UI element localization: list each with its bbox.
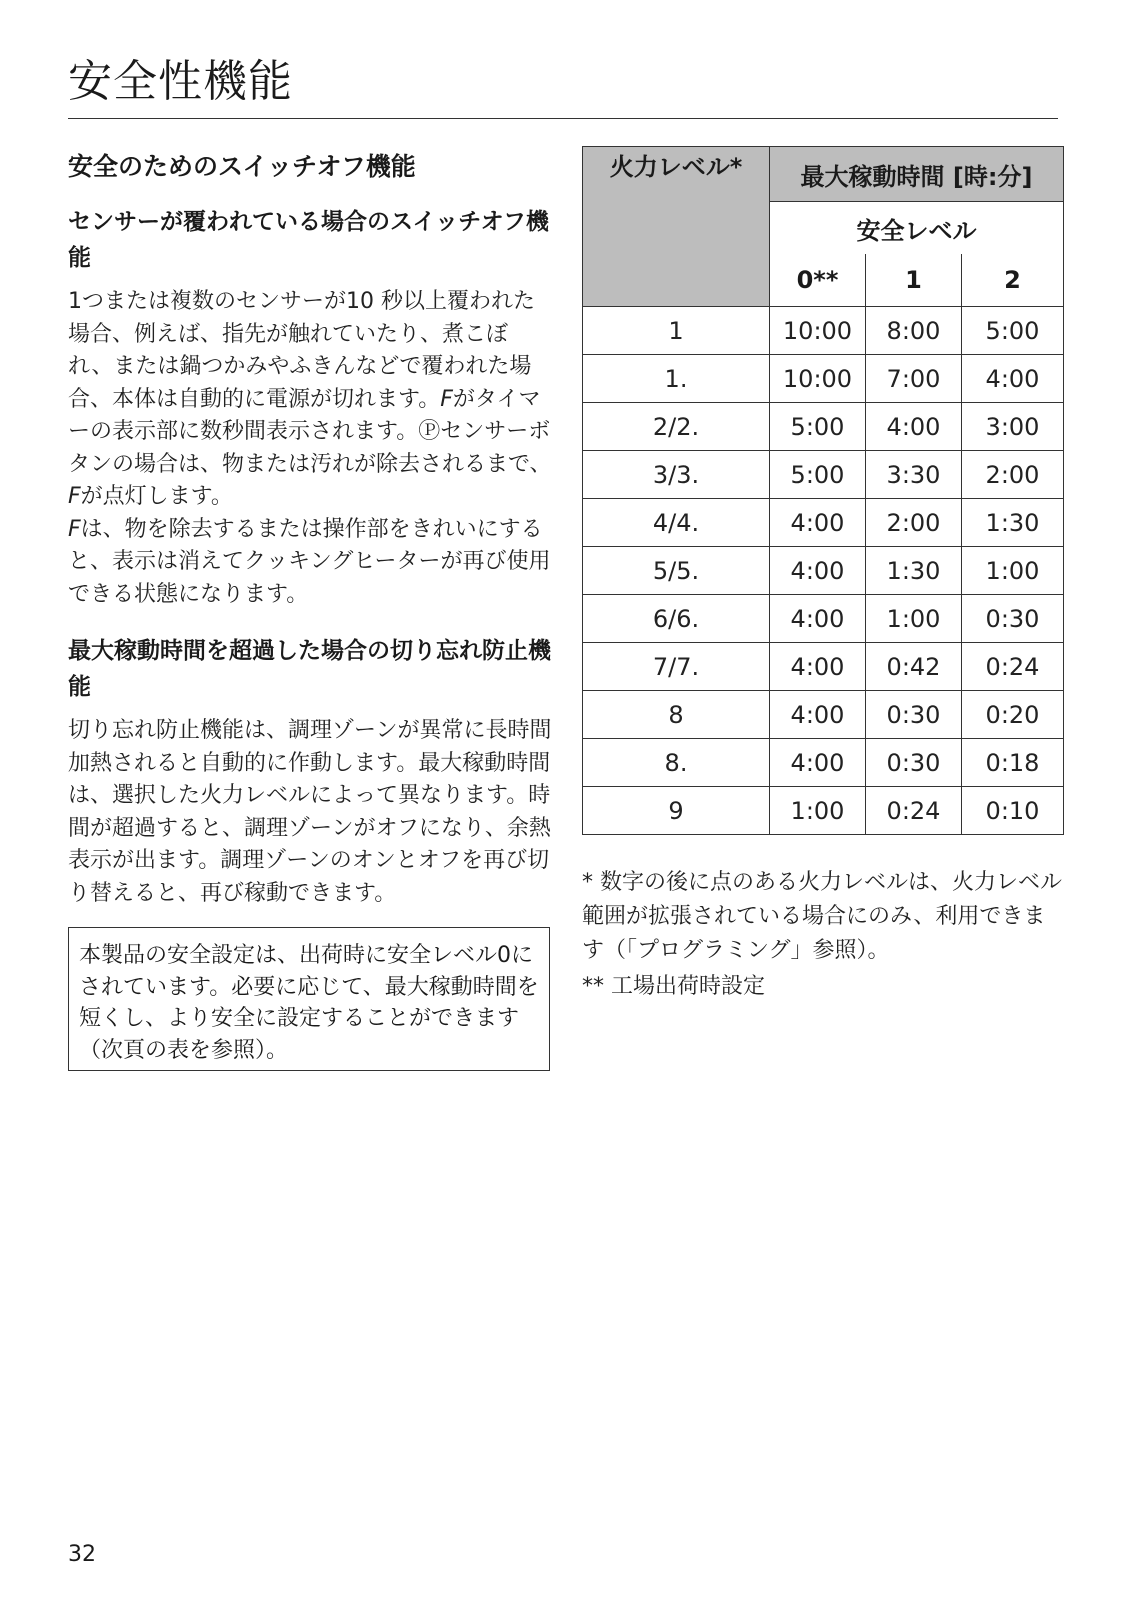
time-cell: 0:30 bbox=[866, 691, 962, 739]
time-cell: 4:00 bbox=[962, 355, 1064, 403]
time-cell: 0:24 bbox=[866, 787, 962, 835]
col-level-header: 火力レベル* bbox=[583, 147, 770, 307]
sensor-text-d: が点灯します。 bbox=[80, 484, 233, 509]
level-0-header: 0** bbox=[770, 254, 866, 307]
sensor-text-c: センサーボタンの場合は、物または汚れが除去されるまで、 bbox=[68, 419, 552, 477]
time-cell: 0:10 bbox=[962, 787, 1064, 835]
time-cell: 4:00 bbox=[770, 499, 866, 547]
time-cell: 4:00 bbox=[866, 403, 962, 451]
time-cell: 0:42 bbox=[866, 643, 962, 691]
table-row bbox=[583, 595, 1064, 643]
time-cell: 0:20 bbox=[962, 691, 1064, 739]
time-cell: 1:00 bbox=[866, 595, 962, 643]
f-symbol: F bbox=[68, 516, 81, 542]
table-row bbox=[583, 499, 1064, 547]
time-cell: 1:00 bbox=[962, 547, 1064, 595]
sensor-text-b: がタイマーの表示部に数秒間表示されます。 bbox=[68, 386, 541, 444]
level-cell: 8. bbox=[583, 739, 770, 787]
table-row bbox=[583, 739, 1064, 787]
time-cell: 0:18 bbox=[962, 739, 1064, 787]
sensor-paragraph bbox=[68, 286, 552, 514]
page-number: 32 bbox=[68, 1542, 96, 1567]
time-cell: 4:00 bbox=[770, 547, 866, 595]
power-icon: Ⓟ bbox=[418, 419, 441, 444]
time-cell: 2:00 bbox=[866, 499, 962, 547]
time-cell: 10:00 bbox=[770, 355, 866, 403]
level-cell: 9 bbox=[583, 787, 770, 835]
level-cell: 1 bbox=[583, 307, 770, 355]
level-cell: 5/5. bbox=[583, 547, 770, 595]
time-cell: 2:00 bbox=[962, 451, 1064, 499]
time-cell: 3:00 bbox=[962, 403, 1064, 451]
sensor-text-a: 1つまたは複数のセンサーが10 秒以上覆われた場合、例えば、指先が触れていたり、煮こぼれ、または鍋つかみやふきんなどで覆われた場合、本体は自動的に電源が切れます。 bbox=[68, 289, 535, 412]
table-row bbox=[583, 355, 1064, 403]
col-max-header: 最大稼動時間 [時:分] bbox=[770, 147, 1064, 202]
time-cell: 5:00 bbox=[770, 403, 866, 451]
level-cell: 1. bbox=[583, 355, 770, 403]
max-time-paragraph: 切り忘れ防止機能は、調理ゾーンが異常に長時間加熱されると自動的に作動します。最大稼動時間は、選択した火力レベルによって異なります。時間が超過すると、調理ゾーンがオフになり、余熱表示が出ます。調理ゾーンのオンとオフを再び切り替えると、再び稼動できます。 bbox=[68, 718, 552, 906]
f-symbol: F bbox=[68, 484, 81, 509]
title-divider bbox=[68, 118, 1058, 119]
time-cell: 1:30 bbox=[866, 547, 962, 595]
table-row bbox=[583, 307, 1064, 355]
level-1-header: 1 bbox=[866, 254, 962, 307]
left-column bbox=[68, 148, 552, 910]
time-cell: 4:00 bbox=[770, 739, 866, 787]
time-cell: 0:24 bbox=[962, 643, 1064, 691]
footnotes bbox=[582, 866, 1064, 1004]
time-cell: 4:00 bbox=[770, 691, 866, 739]
table-row bbox=[583, 547, 1064, 595]
footnote-1: * 数字の後に点のある火力レベルは、火力レベル範囲が拡張されている場合にのみ、利用できます（「プログラミング」参照）。 bbox=[582, 870, 1062, 963]
level-cell: 7/7. bbox=[583, 643, 770, 691]
table-row bbox=[583, 787, 1064, 835]
time-cell: 5:00 bbox=[770, 451, 866, 499]
sensor-text-e: は、物を除去するまたは操作部をきれいにすると、表示は消えてクッキングヒーターが再び使用できる状態になります。 bbox=[68, 516, 551, 607]
safety-level-header: 安全レベル bbox=[770, 202, 1064, 255]
time-cell: 7:00 bbox=[866, 355, 962, 403]
page-title: 安全性機能 bbox=[68, 56, 293, 107]
sensor-paragraph-2 bbox=[68, 514, 552, 612]
section-heading: 安全のためのスイッチオフ機能 bbox=[68, 152, 416, 181]
footnote-2: ** 工場出荷時設定 bbox=[582, 974, 765, 999]
level-cell: 6/6. bbox=[583, 595, 770, 643]
max-time-heading: 最大稼動時間を超過した場合の切り忘れ防止機能 bbox=[68, 638, 551, 700]
sensor-heading: センサーが覆われている場合のスイッチオフ機能 bbox=[68, 209, 549, 271]
note-box: 本製品の安全設定は、出荷時に安全レベル0にされています。必要に応じて、最大稼動時間を短くし、より安全に設定することができます（次頁の表を参照）。 bbox=[68, 927, 550, 1071]
level-table bbox=[582, 146, 1064, 835]
level-cell: 3/3. bbox=[583, 451, 770, 499]
time-cell: 1:30 bbox=[962, 499, 1064, 547]
time-cell: 4:00 bbox=[770, 595, 866, 643]
time-cell: 5:00 bbox=[962, 307, 1064, 355]
table-row bbox=[583, 643, 1064, 691]
level-cell: 8 bbox=[583, 691, 770, 739]
level-cell: 4/4. bbox=[583, 499, 770, 547]
time-cell: 8:00 bbox=[866, 307, 962, 355]
f-symbol: F bbox=[440, 386, 453, 412]
level-cell: 2/2. bbox=[583, 403, 770, 451]
table-body bbox=[583, 307, 1064, 835]
time-cell: 4:00 bbox=[770, 643, 866, 691]
level-2-header: 2 bbox=[962, 254, 1064, 307]
time-cell: 0:30 bbox=[866, 739, 962, 787]
table-row bbox=[583, 451, 1064, 499]
time-cell: 3:30 bbox=[866, 451, 962, 499]
table-row bbox=[583, 403, 1064, 451]
time-cell: 0:30 bbox=[962, 595, 1064, 643]
time-cell: 1:00 bbox=[770, 787, 866, 835]
table-row bbox=[583, 691, 1064, 739]
time-cell: 10:00 bbox=[770, 307, 866, 355]
